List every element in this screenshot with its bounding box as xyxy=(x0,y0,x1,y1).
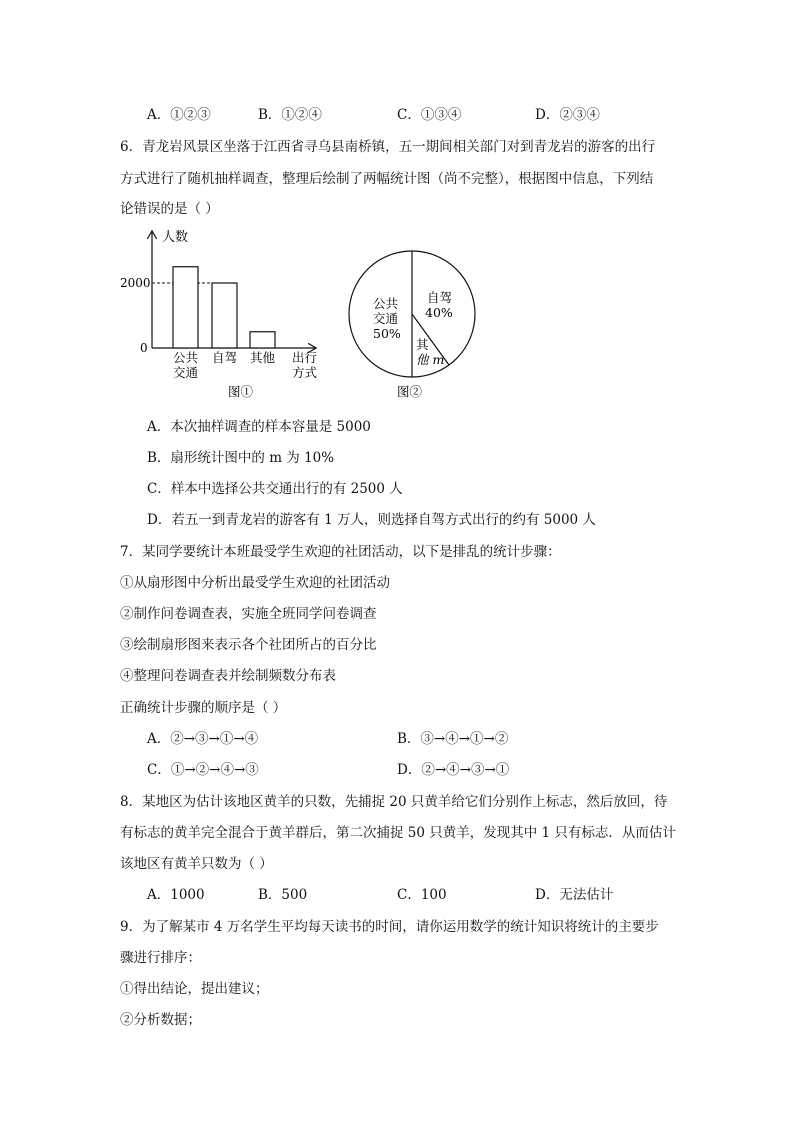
q6-option-c: C．样本中选择公共交通出行的有 2500 人 xyxy=(147,481,403,497)
q7-question: 正确统计步骤的顺序是（ ） xyxy=(120,700,287,716)
q5-option-a: A．①②③ xyxy=(147,107,211,123)
q8-stem-line-3: 该地区有黄羊只数为（ ） xyxy=(120,856,273,872)
x-axis-label-line-1: 出行 xyxy=(292,350,318,365)
q6-stem-line-1: 6．青龙岩风景区坐落于江西省寻乌县南桥镇，五一期间相关部门对到青龙岩的游客的出行 xyxy=(120,139,656,155)
q8-stem-line-2: 有标志的黄羊完全混合于黄羊群后，第二次捕捉 50 只黄羊，发现其中 1 只有标志．从而估计 xyxy=(120,825,676,841)
pie-chart-caption: 图② xyxy=(397,384,423,399)
q6-stem-line-2: 方式进行了随机抽样调查，整理后绘制了两幅统计图（尚不完整），根据图中信息，下列结 xyxy=(120,171,654,187)
pie-label-other-2: 他 m xyxy=(416,352,445,367)
q9-stem-line-1: 9．为了解某市 4 万名学生平均每天读书的时间，请你运用数学的统计知识将统计的主要步 xyxy=(120,919,659,935)
q8-option-c: C．100 xyxy=(397,887,447,903)
x-category-label-transit: 交通 xyxy=(172,365,199,380)
q7-step-2: ②制作问卷调查表，实施全班同学问卷调查 xyxy=(120,606,377,622)
pie-label-other-1: 其 xyxy=(416,337,429,352)
q9-step-2: ②分析数据； xyxy=(120,1012,201,1028)
q6-option-b: B．扇形统计图中的 m 为 10% xyxy=(147,450,335,466)
pie-label-selfdrive-2: 40% xyxy=(425,305,453,320)
x-category-label-transit: 公共 xyxy=(172,350,199,365)
bar-transit xyxy=(173,267,198,348)
bar-other xyxy=(250,332,275,348)
q7-option-d: D．②→④→③→① xyxy=(397,762,510,778)
x-category-label-selfdrive: 自驾 xyxy=(211,350,238,365)
bar-chart-caption: 图① xyxy=(228,384,254,399)
q7-step-4: ④整理问卷调查表并绘制频数分布表 xyxy=(120,668,336,684)
q8-option-b: B．500 xyxy=(258,887,308,903)
bar-selfdrive xyxy=(212,283,237,348)
q7-step-1: ①从扇形图中分析出最受学生欢迎的社团活动 xyxy=(120,575,390,591)
q7-stem: 7．某同学要统计本班最受学生欢迎的社团活动，以下是排乱的统计步骤： xyxy=(120,544,561,560)
x-axis-label-line-2: 方式 xyxy=(292,365,318,380)
x-category-label-other: 其他 xyxy=(249,350,276,365)
pie-label-transit-1: 公共 xyxy=(373,296,399,311)
q6-stem-line-3: 论错误的是（ ） xyxy=(120,201,219,217)
pie-label-transit-3: 50% xyxy=(373,326,401,341)
q9-step-1: ①得出结论，提出建议； xyxy=(120,981,269,997)
q8-stem-line-1: 8．某地区为估计该地区黄羊的只数，先捕捉 20 只黄羊给它们分别作上标志，然后放回，待 xyxy=(120,794,668,810)
pie-label-selfdrive-1: 自驾 xyxy=(427,290,453,305)
q6-option-a: A．本次抽样调查的样本容量是 5000 xyxy=(147,419,371,435)
q5-option-d: D．②③④ xyxy=(535,107,600,123)
q6-option-d: D．若五一到青龙岩的游客有 1 万人，则选择自驾方式出行的约有 5000 人 xyxy=(147,512,596,528)
pie-label-transit-2: 交通 xyxy=(373,311,399,326)
q7-option-a: A．②→③→①→④ xyxy=(147,731,259,747)
y-tick-label-0: 0 xyxy=(140,341,148,355)
q7-step-3: ③绘制扇形图来表示各个社团所占的百分比 xyxy=(120,637,377,653)
y-axis-label: 人数 xyxy=(162,230,189,245)
q7-option-b: B．③→④→①→② xyxy=(397,731,509,747)
q8-option-a: A．1000 xyxy=(147,887,205,903)
q9-stem-line-2: 骤进行排序： xyxy=(120,950,201,966)
pie-chart xyxy=(340,222,480,407)
q8-option-d: D．无法估计 xyxy=(535,887,614,903)
q5-option-b: B．①②④ xyxy=(258,107,322,123)
bar-chart xyxy=(110,222,340,407)
q5-option-c: C．①③④ xyxy=(397,107,462,123)
y-tick-label-2000: 2000 xyxy=(120,276,151,290)
q7-option-c: C．①→②→④→③ xyxy=(147,762,259,778)
